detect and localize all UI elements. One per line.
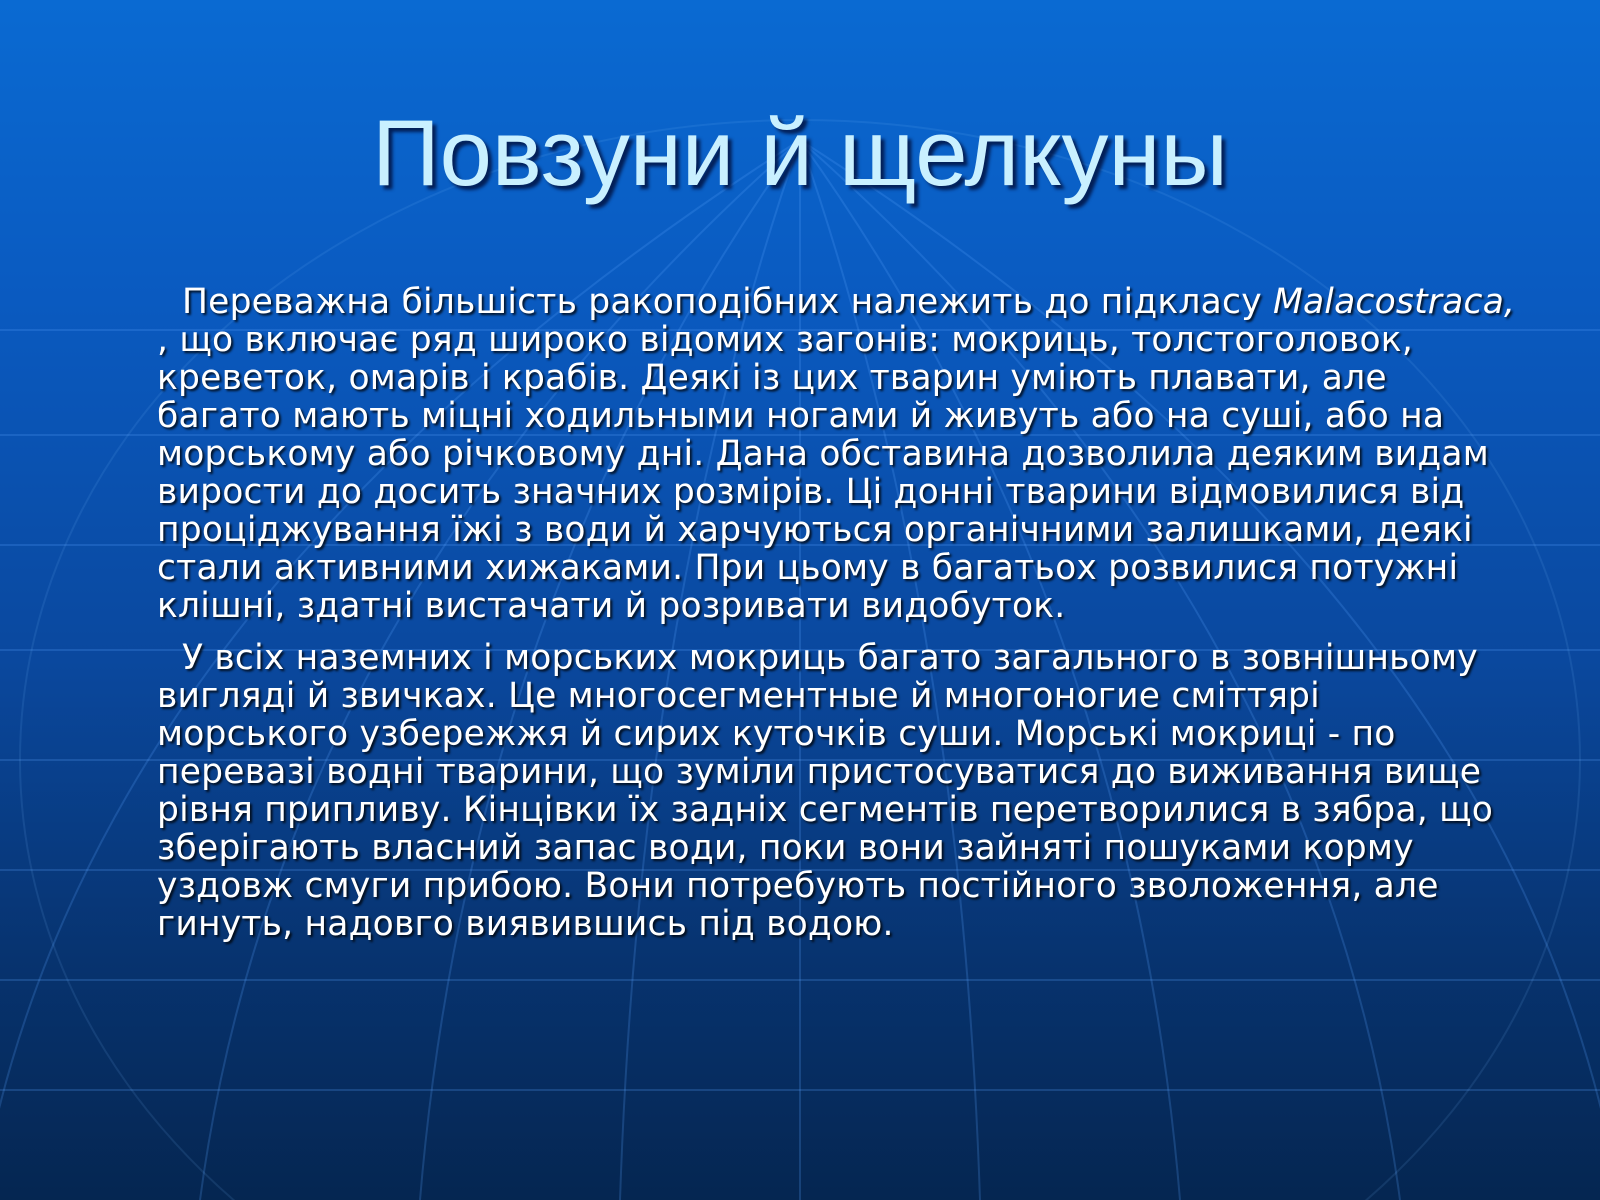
slide-title: Повзуни й щелкуны [372,100,1228,205]
slide-body [157,283,1517,957]
paragraph-1 [157,283,1517,625]
paragraph-1-text-start: Переважна більшість ракоподібних належить до підкласу [182,282,1273,322]
paragraph-2-text: У всіх наземних і морських мокриць багато загального в зовнішньому вигляді й звичках. Це многосегментные й многоногие сміттярі морського узбережжя й сирих куточків суши. Морські мокриці - по перевазі водні тварини, що зуміли пристосуватися до виживання вище рівня припливу. Кінцівки їх задніх сегментів перетворилися в зябра, що зберігають власний запас води, поки вони зайняті пошуками корму уздовж смуги прибою. Вони потребують постійного зволоження, але гинуть, надовго виявившись під водою. [157,638,1494,944]
paragraph-2 [157,639,1517,943]
paragraph-1-text-end: , що включає ряд широко відомих загонів: мокриць, толстоголовок, креветок, омарів і крабів. Деякі із цих тварин уміють плавати, але багато мають міцні ходильными ногами й живуть або на суші, або на морському або річковому дні. Дана обставина дозволила деяким видам вирости до досить значних розмірів. Ці донні тварини відмовилися від проціджування їжі з води й харчуються органічними залишками, деякі стали активними хижаками. При цьому в багатьох розвилися потужні клішні, здатні вистачати й розривати видобуток. [157,320,1489,626]
latin-term: Malacostraca, [1272,282,1516,322]
